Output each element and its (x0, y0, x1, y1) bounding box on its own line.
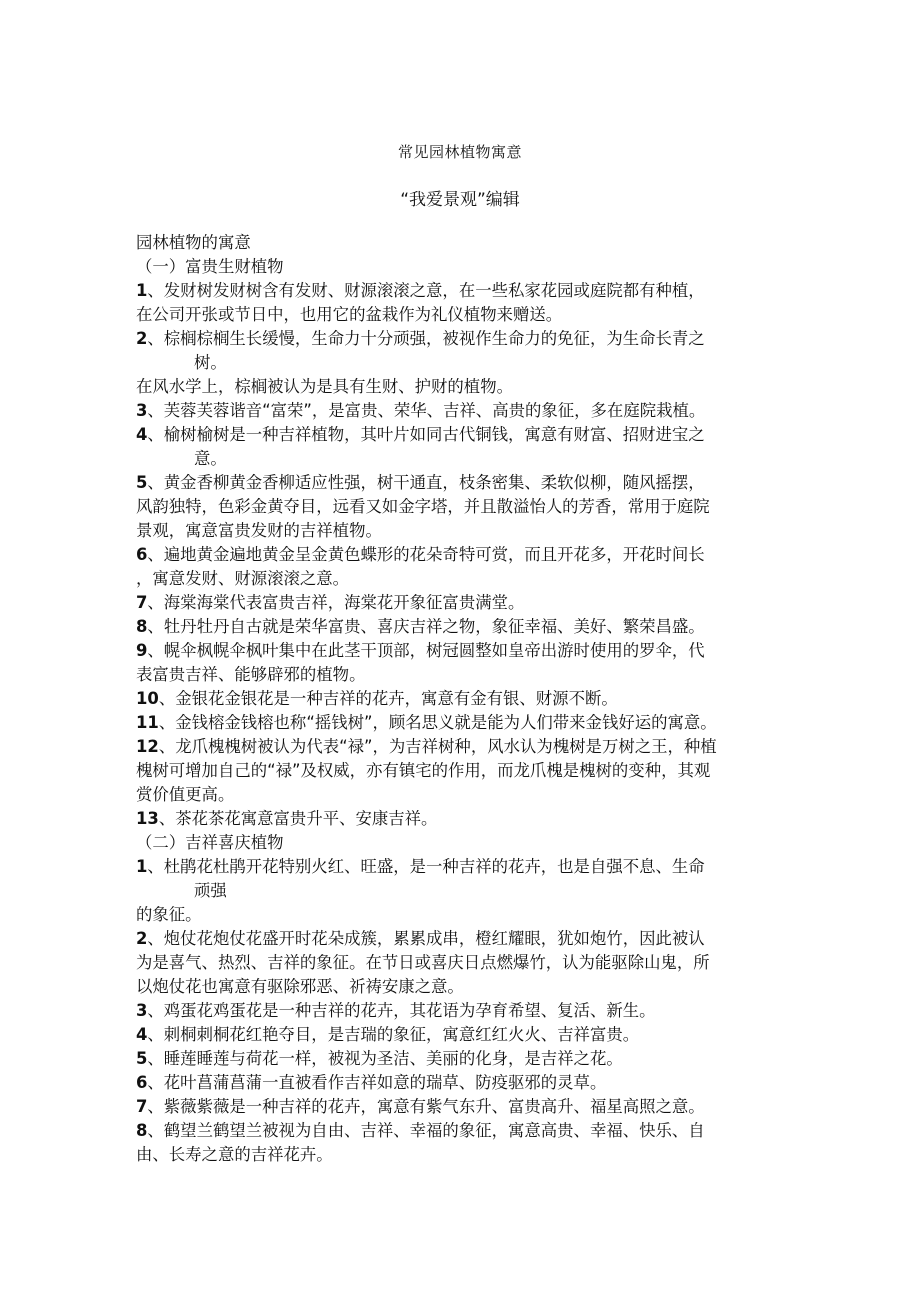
line-text: 在公司开张或节日中，也用它的盆栽作为礼仪植物来赠送。 (136, 305, 563, 324)
text-line (136, 687, 786, 711)
line-text: 景观，寓意富贵发财的吉祥植物。 (136, 521, 382, 540)
document-title: 常见园林植物寓意 (397, 143, 522, 161)
text-line (136, 1143, 786, 1167)
line-text: （一）富贵生财植物 (136, 257, 284, 276)
item-number: 13 (136, 809, 159, 828)
line-text: 、黄金香柳黄金香柳适应性强，树干通直，枝条密集、柔软似柳，随风摇摆， (147, 473, 705, 492)
line-text: 、棕榈棕榈生长缓慢，生命力十分顽强，被视作生命力的免征，为生命长青之 (147, 329, 705, 348)
item-number: 8 (136, 1121, 148, 1140)
text-line (136, 351, 786, 375)
line-text: 、鸡蛋花鸡蛋花是一种吉祥的花卉，其花语为孕育希望、复活、新生。 (147, 1001, 656, 1020)
line-text: 、幌伞枫幌伞枫叶集中在此茎干顶部，树冠圆整如皇帝出游时使用的罗伞，代 (147, 641, 705, 660)
line-text: 、杜鹃花杜鹃开花特别火红、旺盛，是一种吉祥的花卉，也是自强不息、生命 (147, 857, 705, 876)
text-line (136, 1119, 786, 1143)
text-line (136, 759, 786, 783)
item-number: 2 (136, 329, 148, 348)
line-text: 、金银花金银花是一种吉祥的花卉，寓意有金有银、财源不断。 (158, 689, 618, 708)
item-number: 3 (136, 401, 148, 420)
line-text: 为是喜气、热烈、吉祥的象征。在节日或喜庆日点燃爆竹，认为能驱除山鬼，所 (136, 953, 710, 972)
text-line (136, 951, 786, 975)
line-text: 意。 (194, 449, 227, 468)
line-text: ，寓意发财、财源滚滚之意。 (136, 569, 350, 588)
line-text: 、刺桐刺桐花红艳夺目，是吉瑞的象征，寓意红红火火、吉祥富贵。 (147, 1025, 640, 1044)
line-text: 风韵独特，色彩金黄夺目，远看又如金字塔，并且散溢怡人的芳香，常用于庭院 (136, 497, 710, 516)
text-line (136, 927, 786, 951)
line-text: 顽强 (194, 881, 227, 900)
text-line (136, 975, 786, 999)
text-line (136, 999, 786, 1023)
text-line (136, 879, 786, 903)
text-line (136, 831, 786, 855)
text-line (136, 231, 786, 255)
text-line (136, 327, 786, 351)
text-line (136, 735, 786, 759)
line-text: 树。 (194, 353, 227, 372)
item-number: 1 (136, 857, 148, 876)
line-text: 、发财树发财树含有发财、财源滚滚之意，在一些私家花园或庭院都有种植， (147, 281, 705, 300)
text-line (136, 279, 786, 303)
line-text: 、炮仗花炮仗花盛开时花朵成簇，累累成串，橙红耀眼，犹如炮竹，因此被认 (147, 929, 705, 948)
line-text: 的象征。 (136, 905, 202, 924)
line-text: 、金钱榕金钱榕也称“摇钱树”，顾名思义就是能为人们带来金钱好运的寓意。 (158, 713, 717, 732)
item-number: 4 (136, 425, 148, 444)
item-number: 9 (136, 641, 148, 660)
item-number: 8 (136, 617, 148, 636)
line-text: 、睡莲睡莲与荷花一样，被视为圣洁、美丽的化身，是吉祥之花。 (147, 1049, 623, 1068)
line-text: 赏价值更高。 (136, 785, 235, 804)
text-line (136, 807, 786, 831)
line-text: 在风水学上，棕榈被认为是具有生财、护财的植物。 (136, 377, 513, 396)
line-text: 、遍地黄金遍地黄金呈金黄色蝶形的花朵奇特可赏，而且开花多，开花时间长 (147, 545, 705, 564)
line-text: 由、长寿之意的吉祥花卉。 (136, 1145, 333, 1164)
item-number: 11 (136, 713, 159, 732)
item-number: 6 (136, 1073, 148, 1092)
item-number: 2 (136, 929, 148, 948)
item-number: 7 (136, 1097, 148, 1116)
document-body (136, 231, 786, 1167)
item-number: 12 (136, 737, 159, 756)
item-number: 6 (136, 545, 148, 564)
text-line (136, 255, 786, 279)
item-number: 7 (136, 593, 148, 612)
text-line (136, 711, 786, 735)
item-number: 5 (136, 473, 148, 492)
text-line (136, 783, 786, 807)
text-line (136, 903, 786, 927)
text-line (136, 1047, 786, 1071)
text-line (136, 663, 786, 687)
line-text: 、鹤望兰鹤望兰被视为自由、吉祥、幸福的象征，寓意高贵、幸福、快乐、自 (147, 1121, 705, 1140)
text-line (136, 1023, 786, 1047)
text-line (136, 1071, 786, 1095)
line-text: 园林植物的寓意 (136, 233, 251, 252)
line-text: 表富贵吉祥、能够辟邪的植物。 (136, 665, 366, 684)
item-number: 4 (136, 1025, 148, 1044)
item-number: 5 (136, 1049, 148, 1068)
line-text: 、茶花茶花寓意富贵升平、安康吉祥。 (158, 809, 438, 828)
line-text: 、龙爪槐槐树被认为代表“禄”，为吉祥树种，风水认为槐树是万树之王，种植 (158, 737, 717, 756)
item-number: 1 (136, 281, 148, 300)
line-text: 、紫薇紫薇是一种吉祥的花卉，寓意有紫气东升、富贵高升、福星高照之意。 (147, 1097, 705, 1116)
line-text: 、榆树榆树是一种吉祥植物，其叶片如同古代铜钱，寓意有财富、招财进宝之 (147, 425, 705, 444)
text-line (136, 399, 786, 423)
line-text: 、牡丹牡丹自古就是荣华富贵、喜庆吉祥之物，象征幸福、美好、繁荣昌盛。 (147, 617, 705, 636)
text-line (136, 591, 786, 615)
line-text: 、花叶菖蒲菖蒲一直被看作吉祥如意的瑞草、防疫驱邪的灵草。 (147, 1073, 607, 1092)
text-line (136, 639, 786, 663)
text-line (136, 543, 786, 567)
text-line (136, 423, 786, 447)
text-line (136, 375, 786, 399)
line-text: 、芙蓉芙蓉谐音“富荣”，是富贵、荣华、吉祥、高贵的象征，多在庭院栽植。 (147, 401, 706, 420)
document-subtitle: “我爱景观”编辑 (400, 190, 520, 210)
line-text: 、海棠海棠代表富贵吉祥，海棠花开象征富贵满堂。 (147, 593, 525, 612)
text-line (136, 615, 786, 639)
item-number: 10 (136, 689, 159, 708)
text-line (136, 567, 786, 591)
line-text: 槐树可增加自己的“禄”及权威，亦有镇宅的作用，而龙爪槐是槐树的变种，其观 (136, 761, 711, 780)
line-text: （二）吉祥喜庆植物 (136, 833, 284, 852)
text-line (136, 495, 786, 519)
text-line (136, 1095, 786, 1119)
text-line (136, 855, 786, 879)
text-line (136, 471, 786, 495)
item-number: 3 (136, 1001, 148, 1020)
text-line (136, 303, 786, 327)
text-line (136, 519, 786, 543)
text-line (136, 447, 786, 471)
line-text: 以炮仗花也寓意有驱除邪恶、祈祷安康之意。 (136, 977, 464, 996)
